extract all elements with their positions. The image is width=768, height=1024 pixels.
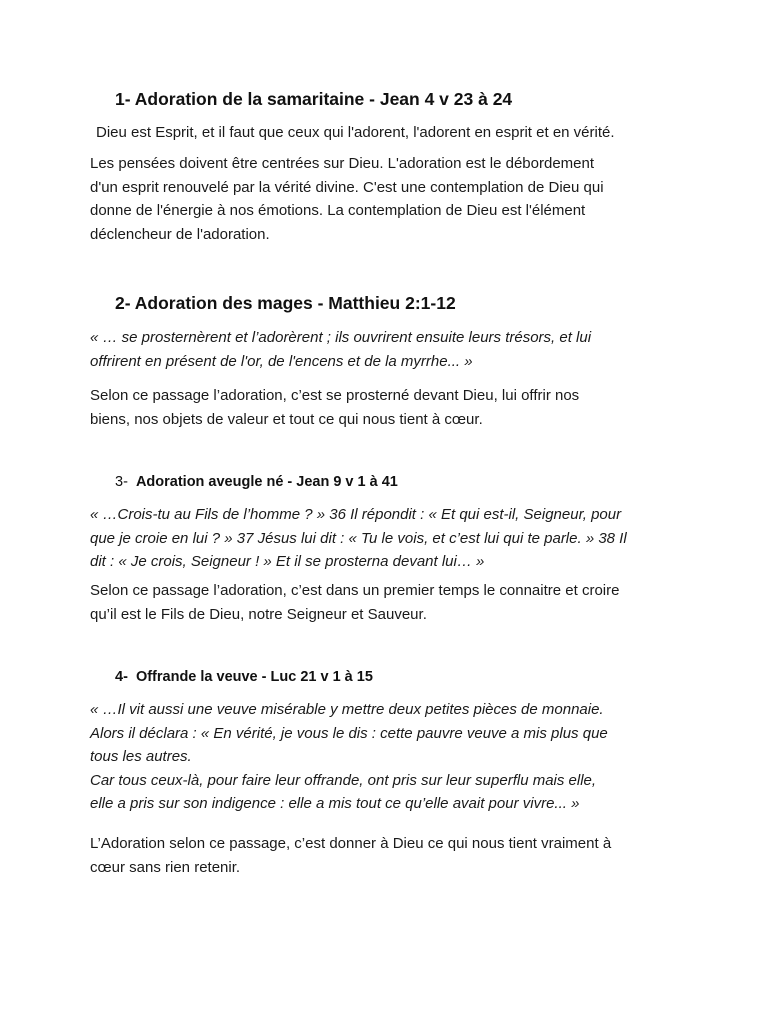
section-1-commentary — [90, 152, 700, 246]
section-3-quote-line: « …Crois-tu au Fils de l’homme ? » 36 Il répondit : « Et qui est-il, Seigneur, pour — [90, 506, 622, 523]
section-4-commentary-line: cœur sans rien retenir. — [90, 858, 241, 876]
section-1-commentary-line: déclencheur de l'adoration. — [90, 225, 270, 243]
section-2-quote — [90, 326, 700, 373]
section-4-quote-line: « …Il vit aussi une veuve misérable y mettre deux petites pièces de monnaie. — [90, 701, 604, 718]
section-4-quote-line: Car tous ceux-là, pour faire leur offrande, ont pris sur leur superflu mais elle, — [90, 771, 597, 789]
section-2-number: 2- — [115, 293, 131, 313]
section-3-commentary-line: qu’il est le Fils de Dieu, notre Seigneur et Sauveur. — [90, 605, 427, 623]
section-1-title: Adoration de la samaritaine - Jean 4 v 23 à 24 — [134, 89, 513, 109]
section-3-number: 3- — [115, 474, 128, 490]
section-3-commentary-line: Selon ce passage l’adoration, c’est dans un premier temps le connaitre et croire — [90, 582, 620, 599]
section-3-quote — [90, 503, 700, 574]
section-3-title: Adoration aveugle né - Jean 9 v 1 à 41 — [135, 474, 398, 490]
section-4-title: Offrande la veuve - Luc 21 v 1 à 15 — [135, 669, 373, 685]
section-4-commentary-line: L’Adoration selon ce passage, c’est donner à Dieu ce qui nous tient vraiment à — [90, 835, 612, 852]
section-4-heading — [115, 667, 373, 687]
section-1-number: 1- — [115, 89, 131, 109]
section-4-quote-line: elle a pris sur son indigence : elle a mis tout ce qu’elle avait pour vivre... » — [90, 795, 580, 812]
section-3-commentary — [90, 579, 700, 626]
section-2-commentary-line: biens, nos objets de valeur et tout ce qui nous tient à cœur. — [90, 410, 483, 428]
section-2-quote-line: offrirent en présent de l'or, de l'encens et de la myrrhe... » — [90, 352, 473, 370]
section-4-quote-line: tous les autres. — [90, 748, 192, 765]
section-2-heading — [115, 292, 456, 314]
section-2-commentary — [90, 384, 700, 431]
section-1-verse: Dieu est Esprit, et il faut que ceux qui l'adorent, l'adorent en esprit et en vérité. — [96, 124, 615, 141]
section-4-commentary — [90, 832, 700, 879]
section-3-heading — [115, 472, 398, 492]
section-4-quote-line: Alors il déclara : « En vérité, je vous le dis : cette pauvre veuve a mis plus que — [90, 724, 608, 742]
section-4-quote — [90, 698, 700, 816]
section-2-title: Adoration des mages - Matthieu 2:1-12 — [134, 293, 456, 313]
section-1-commentary-line: d'un esprit renouvelé par la vérité divine. C'est une contemplation de Dieu qui — [90, 178, 604, 196]
section-2-commentary-line: Selon ce passage l’adoration, c’est se prosterné devant Dieu, lui offrir nos — [90, 387, 580, 404]
section-3-quote-line: dit : « Je crois, Seigneur ! » Et il se prosterna devant lui… » — [90, 553, 485, 570]
section-3-quote-line: que je croie en lui ? » 37 Jésus lui dit : « Tu le vois, et c’est lui qui te parle. » 38 Il — [90, 529, 627, 547]
section-1-commentary-line: Les pensées doivent être centrées sur Dieu. L'adoration est le débordement — [90, 155, 595, 172]
section-2-quote-line: « … se prosternèrent et l’adorèrent ; ils ouvrirent ensuite leurs trésors, et lui — [90, 329, 592, 346]
section-1-heading — [115, 88, 512, 110]
section-1-commentary-line: donne de l'énergie à nos émotions. La contemplation de Dieu est l'élément — [90, 202, 586, 219]
section-4-number: 4- — [115, 669, 128, 685]
